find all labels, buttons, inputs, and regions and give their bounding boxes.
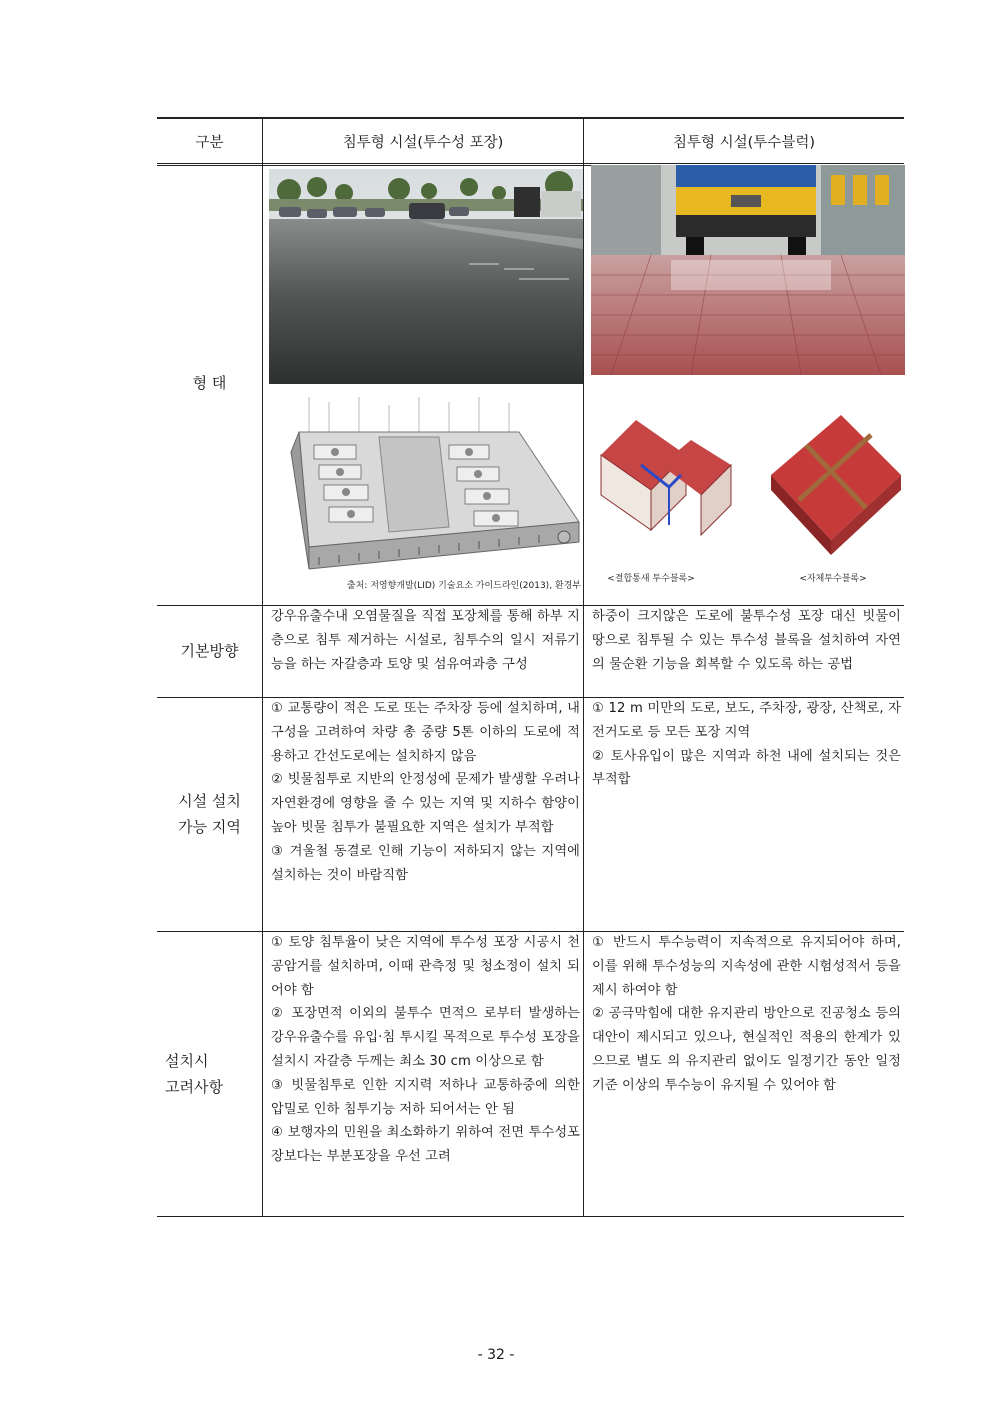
form-left-images [262, 161, 583, 605]
considerations-left-item: ④ 보행자의 민원을 최소화하기 위하여 전면 투수성포장보다는 부분포장을 우선 고려 [271, 1125, 580, 1165]
diagram-source-caption: 출처: 저영향개발(LID) 기술요소 가이드라인(2013), 환경부 [346, 581, 581, 591]
label-form: 형 태 [192, 374, 227, 392]
direction-left-text [262, 605, 583, 697]
header-permeable-pavement: 침투형 시설(투수성 포장) [262, 119, 583, 163]
caption-self-block: <자체투수블록> [799, 574, 867, 584]
area-left-item: ③ 겨울철 동결로 인해 기능이 저하되지 않는 지역에 설치하는 것이 바람직함 [271, 843, 580, 883]
considerations-right-item: ① 반드시 투수능력이 지속적으로 유지되어야 하며, 이를 위해 투수성능의 지속성에 관한 시험성적서 등을 제시 하여야 함 [592, 935, 901, 998]
header-category: 구분 [195, 134, 224, 151]
area-right-item: ① 12 m 미만의 도로, 보도, 주차장, 광장, 산책로, 자전거도로 등 모든 포장 지역 [592, 701, 901, 740]
label-considerations-line1: 설치시 [165, 1051, 209, 1070]
caption-joint-block: <결합통새 투수블록> [607, 574, 695, 584]
considerations-right-item: ② 공극막힘에 대한 유지관리 방안으로 진공청소 등의 대안이 제시되고 있으나, 현실적인 적용의 한계가 있으므로 별도 의 유지관리 없이도 일정기간 동안 일정 기준 이상의 투수능이 유지될 수 있어야 함 [592, 1006, 901, 1093]
direction-right-paragraph: 하중이 크지않은 도로에 불투수성 포장 대신 빗물이 땅으로 침투될 수 있는 투수성 블록을 설치하여 자연의 물순환 기능을 회복할 수 있도록 하는 공법 [592, 609, 901, 672]
considerations-left-item: ② 포장면적 이외의 불투수 면적으 로부터 발생하는 강우유출수를 유입·침 투시킬 목적으로 투수성 포장을 설치시 자갈층 두께는 최소 30 cm 이상으로 함 [271, 1006, 580, 1069]
row-direction [157, 605, 904, 698]
table-header-row [157, 117, 904, 166]
considerations-left-text [262, 931, 583, 1216]
direction-right-text [583, 605, 904, 697]
water-truck-on-permeable-blocks-photo [591, 165, 905, 375]
considerations-left-item: ① 토양 침투율이 낮은 지역에 투수성 포장 시공시 천공암거를 설치하며, 이때 관측정 및 청소정이 설치 되어야 함 [271, 935, 580, 998]
infiltration-facility-3d-diagram [269, 397, 583, 592]
direction-left-paragraph: 강우유출수내 오염물질을 직접 포장체를 통해 하부 지층으로 침투 제거하는 시설로, 침투수의 일시 저류기능을 하는 자갈층과 토양 및 섬유여과층 구성 [271, 609, 580, 672]
permeable-pavement-parking-lot-photo [269, 169, 583, 384]
form-right-images [583, 161, 904, 605]
area-right-text [583, 697, 904, 931]
row-form [157, 161, 904, 606]
label-considerations [157, 931, 262, 1216]
area-left-text [262, 697, 583, 931]
label-installation-area [157, 697, 262, 931]
permeable-block-illustrations [591, 405, 905, 595]
label-direction: 기본방향 [180, 642, 239, 660]
page-number: - 32 - [477, 1347, 515, 1363]
header-permeable-block: 침투형 시설(투수블럭) [583, 119, 904, 163]
row-considerations [157, 931, 904, 1217]
considerations-left-item: ③ 빗물침투로 인한 지지력 저하나 교통하중에 의한 압밀로 인하 침투기능 저하 되어서는 안 됨 [271, 1077, 580, 1117]
label-considerations-line2: 고려사항 [165, 1077, 223, 1096]
row-installation-area [157, 697, 904, 932]
considerations-right-text [583, 931, 904, 1216]
label-area-line2: 가능 지역 [178, 818, 241, 836]
area-right-item: ② 토사유입이 많은 지역과 하천 내에 설치되는 것은 부적합 [592, 748, 901, 788]
area-left-item: ① 교통량이 적은 도로 또는 주차장 등에 설치하며, 내구성을 고려하여 차량 총 중량 5톤 이하의 도로에 적용하고 간선도로에는 설치하지 않음 [271, 701, 580, 764]
area-left-item: ② 빗물침투로 지반의 안정성에 문제가 발생할 우려나 자연환경에 영향을 줄 수 있는 지역 및 지하수 함양이 높아 빗물 침투가 불필요한 지역은 설치가 부적합 [271, 772, 580, 835]
label-area-line1: 시설 설치 [178, 792, 241, 810]
